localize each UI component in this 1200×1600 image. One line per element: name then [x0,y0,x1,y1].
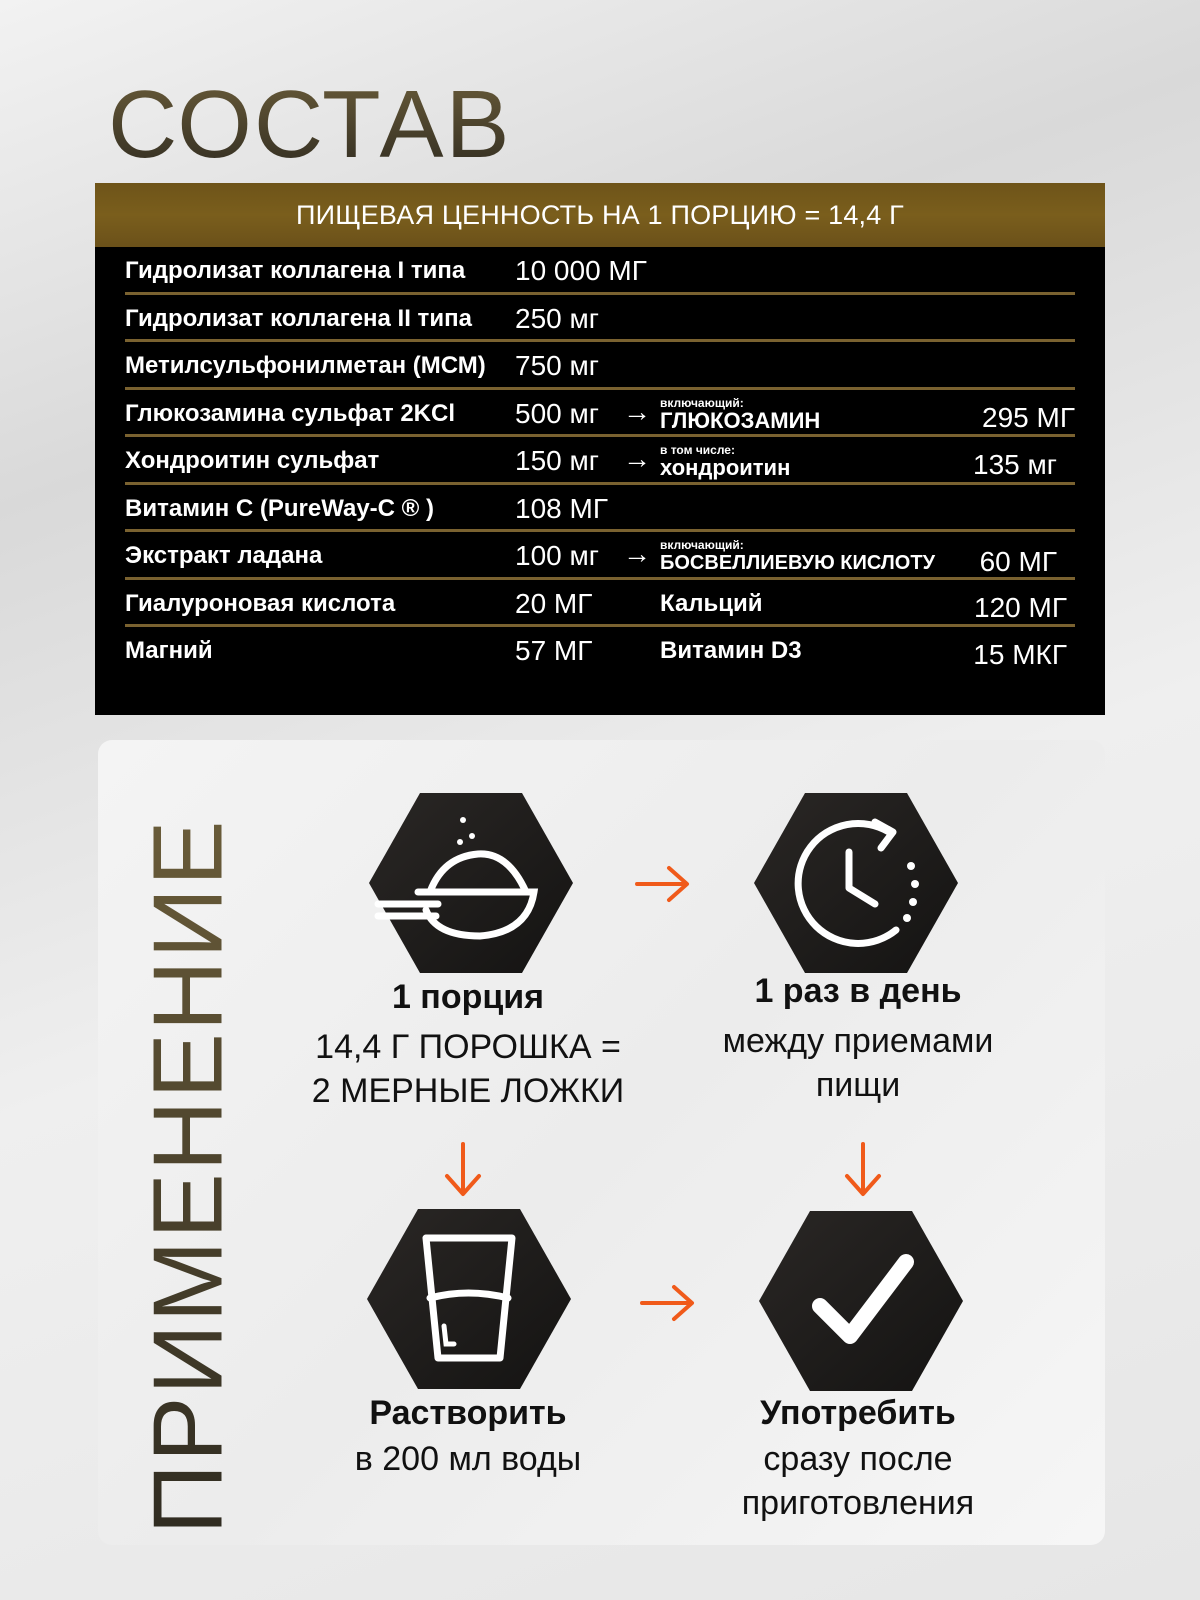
step-3 [268,1394,668,1481]
ingredient-name: Гидролизат коллагена I типа [125,257,466,284]
sub-ingredient-amount: 15 МКГ [973,639,1067,670]
usage-panel [98,740,1105,1545]
composition-rows [125,247,1075,675]
arrow-right-icon [633,864,693,904]
step-desc: между приемами [722,1022,994,1060]
sub-ingredient-amount: 120 МГ [974,591,1067,623]
composition-header: ПИЩЕВАЯ ЦЕННОСТЬ НА 1 ПОРЦИЮ = 14,4 Г [95,183,1105,247]
sub-ingredient-name: БОСВЕЛЛИЕВУЮ КИСЛОТУ [660,552,936,574]
table-row [125,532,1075,580]
arrow-down-icon [841,1140,885,1200]
arrow-right-icon [638,1283,698,1323]
table-row [125,295,1075,343]
sub-ingredient-amount: 135 мг [973,449,1057,480]
ingredient-amount: 20 МГ [515,587,593,619]
step-desc: 2 МЕРНЫЕ ЛОЖКИ [311,1072,625,1110]
step-title: Растворить [369,1394,567,1432]
sub-ingredient [660,396,820,432]
ingredient-name: Гидролизат коллагена II типа [125,304,472,332]
ingredient-name: Глюкозамина сульфат 2KCl [125,399,455,427]
ingredient-amount: 150 мг [515,445,599,476]
step-title: 1 порция [391,978,545,1016]
table-row [125,485,1075,533]
composition-table [95,183,1105,715]
ingredient-name: Хондроитин сульфат [125,447,380,474]
step-desc: 14,4 Г ПОРОШКА = [315,1028,621,1066]
ingredient-amount: 500 мг [515,397,599,429]
sub-ingredient-name: ГЛЮКОЗАМИН [660,407,821,433]
arrow-right-icon: → [623,443,651,474]
sub-ingredient-amount: 295 МГ [982,401,1075,433]
table-row [125,627,1075,675]
checkmark-icon [758,1210,964,1392]
glass-water-icon [366,1208,572,1390]
sub-ingredient-name: Витамин D3 [660,637,802,664]
sub-ingredient-note: включающий: [660,538,744,552]
sub-ingredient-amount: 60 МГ [979,546,1057,577]
step-4 [658,1394,1058,1525]
sub-ingredient [660,443,790,479]
ingredient-name: Метилсульфонилметан (МСМ) [125,352,486,379]
arrow-down-icon [441,1140,485,1200]
arrow-right-icon: → [623,395,651,427]
table-row [125,247,1075,295]
ingredient-amount: 10 000 МГ [515,255,647,286]
sub-ingredient-name: Кальций [660,589,763,617]
table-row [125,390,1075,438]
clock-icon [753,792,959,974]
table-row [125,342,1075,390]
sub-ingredient-note: в том числе: [660,443,735,457]
ingredient-amount: 750 мг [515,350,599,381]
ingredient-name: Экстракт ладана [125,542,323,569]
ingredient-amount: 250 мг [515,302,599,334]
step-2 [658,972,1058,1107]
page-title: СОСТАВ [108,71,512,178]
scoop-powder-icon [368,792,574,974]
sub-ingredient-note: включающий: [660,395,744,410]
step-desc: приготовления [741,1484,975,1522]
step-1 [268,978,668,1113]
step-desc: пищи [815,1066,901,1104]
table-row [125,580,1075,628]
step-title: 1 раз в день [754,972,962,1010]
step-desc: в 200 мл воды [354,1440,582,1478]
ingredient-name: Магний [125,637,213,664]
table-row [125,437,1075,485]
sub-ingredient-name: хондроитин [660,455,791,480]
sub-ingredient [660,538,935,574]
usage-title: ПРИМЕНЕНИЕ [132,797,245,1557]
step-desc: сразу после [763,1440,953,1478]
ingredient-amount: 108 МГ [515,492,608,524]
ingredient-amount: 57 МГ [515,635,593,666]
ingredient-name: Витамин С (PureWay-C ® ) [125,494,434,522]
ingredient-name: Гиалуроновая кислота [125,589,396,617]
step-title: Употребить [760,1394,956,1432]
arrow-right-icon: → [623,538,651,569]
ingredient-amount: 100 мг [515,540,599,571]
